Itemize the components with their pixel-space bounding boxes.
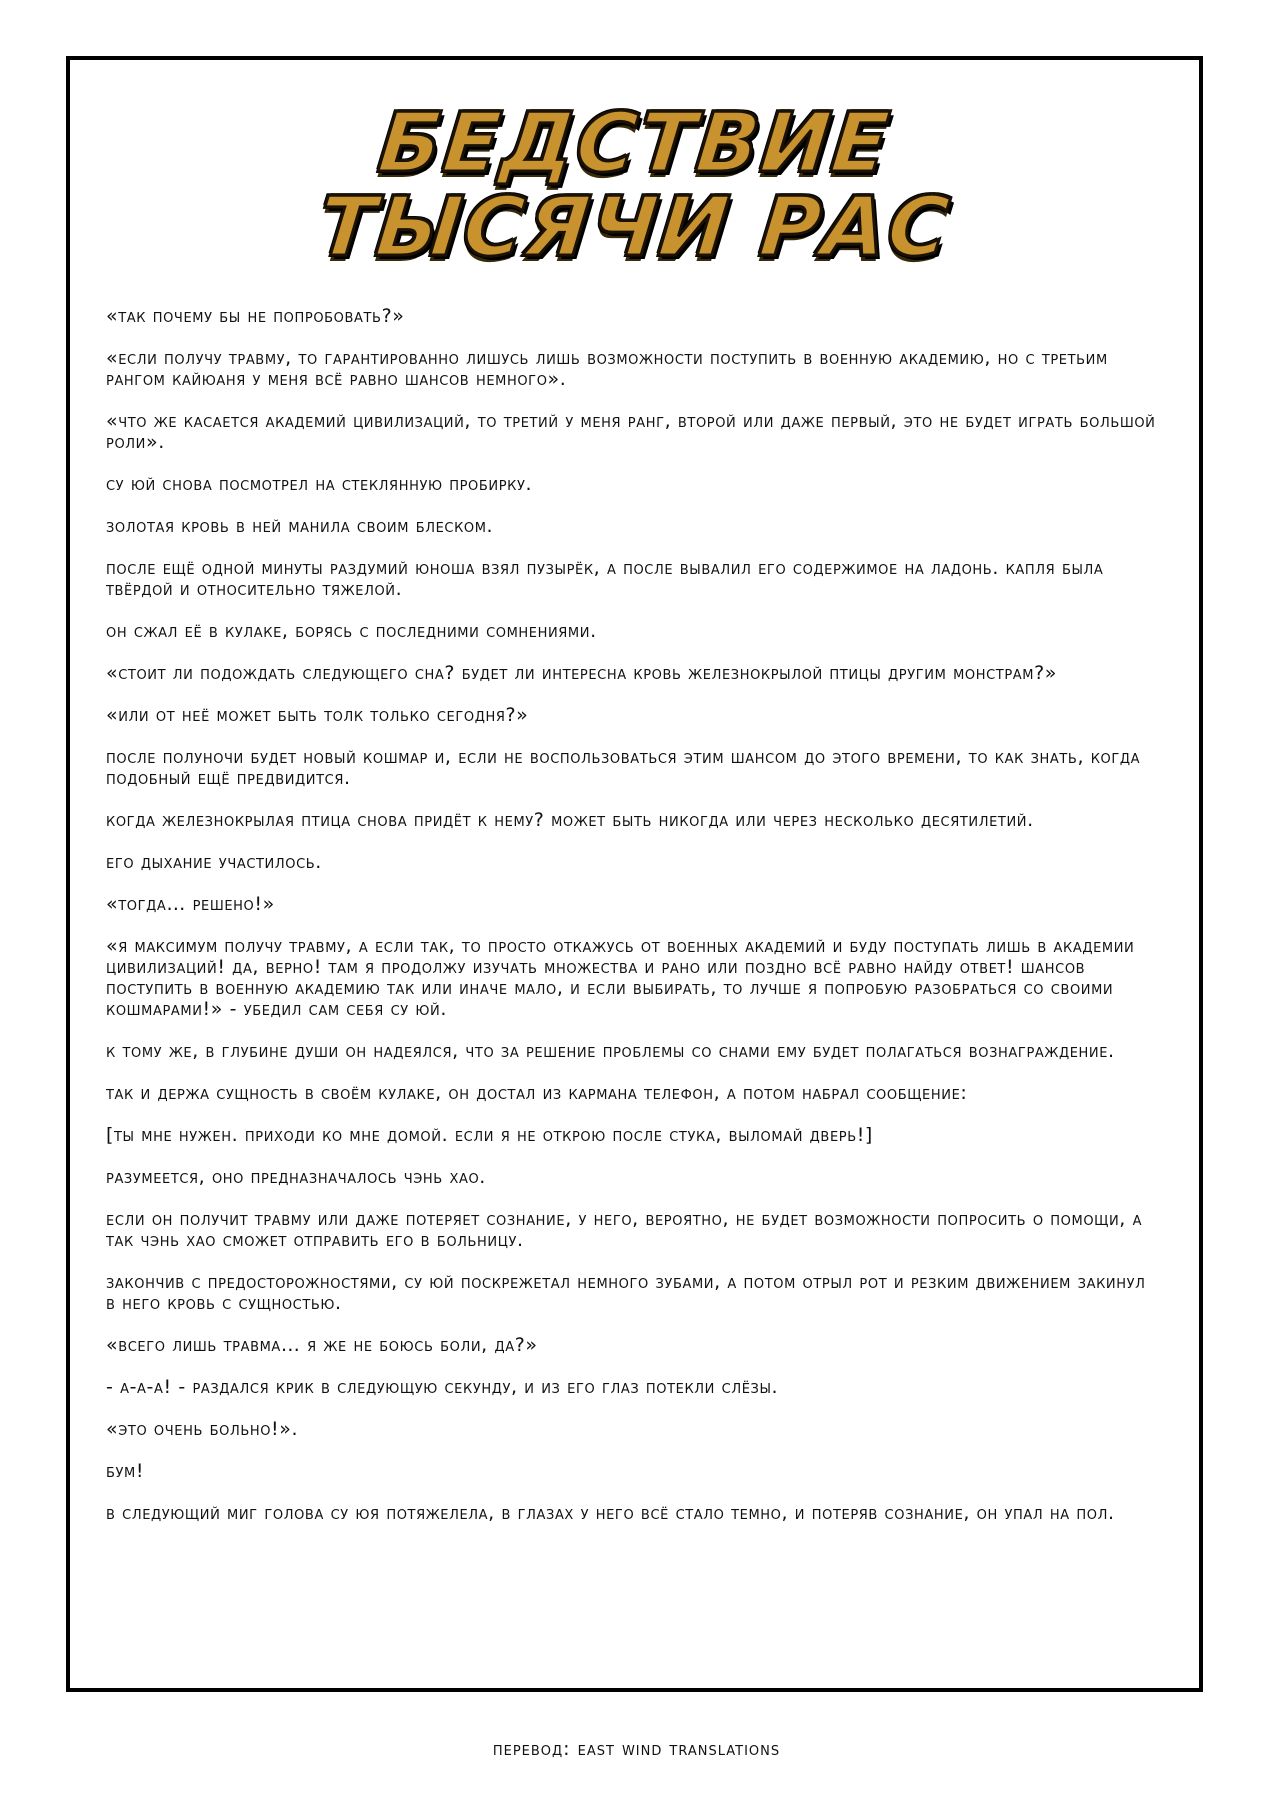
paragraph: закончив с предосторожностями, су юй поскрежетал немного зубами, а потом отрыл рот и резким движением закинул в него кровь с сущностью. — [106, 1271, 1146, 1314]
paragraph: «стоит ли подождать следующего сна? будет ли интересна кровь железнокрылой птицы другим монстрам?» — [106, 662, 1057, 684]
paragraph: «тогда… решено!» — [106, 893, 275, 915]
paragraph: его дыхание участилось. — [106, 851, 322, 873]
title-line-2: ТЫСЯЧИ РАС — [313, 180, 956, 275]
paragraph: «или от неё может быть толк только сегодня?» — [106, 704, 529, 726]
paragraph: разумеется, оно предназначалось чэнь хао. — [106, 1166, 486, 1188]
paragraph: после ещё одной минуты раздумий юноша взял пузырёк, а после вывалил его содержимое на ладонь. капля была твёрдой и относительно тяжелой. — [106, 557, 1104, 600]
story-text — [106, 306, 1159, 1545]
paragraph: бум! — [106, 1460, 145, 1482]
paragraph: су юй снова посмотрел на стеклянную пробирку. — [106, 473, 533, 495]
title-line-1: БЕДСТВИЕ — [374, 96, 895, 191]
chapter-title-logo — [70, 96, 1199, 275]
paragraph: золотая кровь в ней манила своим блеском. — [106, 515, 494, 537]
paragraph: к тому же, в глубине души он надеялся, что за решение проблемы со снами ему будет полагаться вознаграждение. — [106, 1040, 1115, 1062]
paragraph: если он получит травму или даже потеряет сознание, у него, вероятно, не будет возможности попросить о помощи, а так чэнь хао сможет отправить его в больницу. — [106, 1208, 1143, 1251]
paragraph: «всего лишь травма… я же не боюсь боли, да?» — [106, 1334, 538, 1356]
paragraph: «это очень больно!». — [106, 1418, 299, 1440]
paragraph: когда железнокрылая птица снова придёт к нему? может быть никогда или через несколько десятилетий. — [106, 809, 1034, 831]
paragraph: «если получу травму, то гарантированно лишусь лишь возможности поступить в военную академию, но с третьим рангом кайюаня у меня всё равно шансов немного». — [106, 347, 1108, 390]
page-frame — [66, 56, 1203, 1692]
paragraph: «так почему бы не попробовать?» — [106, 305, 405, 327]
paragraph: - а-а-а! - раздался крик в следующую секунду, и из его глаз потекли слёзы. — [106, 1376, 779, 1398]
paragraph: в следующий миг голова су юя потяжелела, в глазах у него всё стало темно, и потеряв сознание, он упал на пол. — [106, 1502, 1115, 1524]
paragraph: после полуночи будет новый кошмар и, если не воспользоваться этим шансом до этого времени, то как знать, когда подобный ещё предвидится. — [106, 746, 1141, 789]
paragraph: [ты мне нужен. приходи ко мне домой. если я не открою после стука, выломай дверь!] — [106, 1124, 873, 1146]
paragraph: «что же касается академий цивилизаций, то третий у меня ранг, второй или даже первый, это не будет играть большой роли». — [106, 410, 1156, 453]
paragraph: так и держа сущность в своём кулаке, он достал из кармана телефон, а потом набрал сообщение: — [106, 1082, 968, 1104]
paragraph: он сжал её в кулаке, борясь с последними сомнениями. — [106, 620, 597, 642]
translation-credit: перевод: east wind translations — [492, 1738, 781, 1760]
paragraph: «я максимум получу травму, а если так, то просто откажусь от военных академий и буду поступать лишь в академии цивилизаций! да, верно! там я продолжу изучать множества и рано или поздно всё равно найду ответ! шансов поступить в военную академию так или иначе мало, и если выбирать, то лучше я попробую разобраться со своими кошмарами!» - убедил сам себя су юй. — [106, 935, 1135, 1020]
